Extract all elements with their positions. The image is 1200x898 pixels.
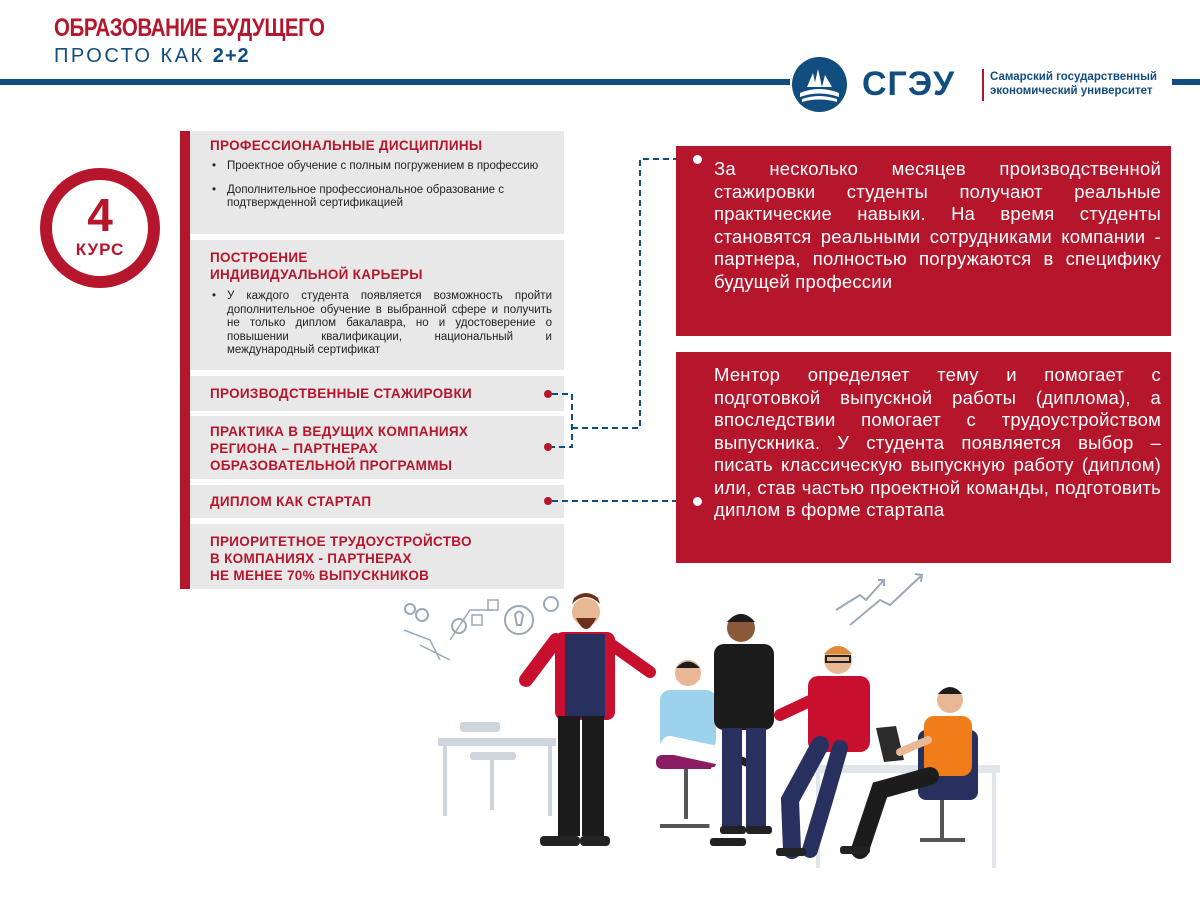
panel-title-line: НЕ МЕНЕЕ 70% ВЫПУСКНИКОВ [210, 568, 430, 583]
header-subtitle-prefix: ПРОСТО КАК [54, 45, 213, 67]
header-title: ОБРАЗОВАНИЕ БУДУЩЕГО [54, 14, 325, 42]
student-figure-2 [714, 614, 774, 834]
panel-title: ПРОФЕССИОНАЛЬНЫЕ ДИСЦИПЛИНЫ [210, 138, 483, 153]
panel-title: ДИПЛОМ КАК СТАРТАП [210, 494, 372, 509]
logo-name: СГЭУ [862, 65, 956, 103]
logo-description: Самарский государственный экономический университет [990, 71, 1157, 97]
panel-title-line: ИНДИВИДУАЛЬНОЙ КАРЬЕРЫ [210, 267, 423, 282]
gear-icon [405, 604, 428, 621]
course-number: 4 [87, 189, 113, 241]
list-item: • Проектное обучение с полным погружением в профессию [210, 160, 552, 174]
panel-title-line: В КОМПАНИЯХ - ПАРТНЕРАХ [210, 551, 412, 566]
student-figure-3 [776, 646, 870, 856]
panel-title-line: ОБРАЗОВАТЕЛЬНОЙ ПРОГРАММЫ [210, 458, 453, 473]
header-subtitle-formula: 2+2 [212, 45, 250, 67]
list-item: • У каждого студента появляется возможность пройти дополнительное обучение в выбранной сфере и получить не только диплом бакалавра, но и удостоверение о повышении квалификации, национальный и международный сертификат [210, 290, 552, 358]
lightbulb-icon [452, 597, 558, 634]
panel-title: ПРОИЗВОДСТВЕННЫЕ СТАЖИРОВКИ [210, 386, 473, 401]
panel-title-line: ПРАКТИКА В ВЕДУЩИХ КОМПАНИЯХ [210, 424, 469, 439]
mentor-info-text: Ментор определяет тему и помогает с подготовкой выпускной работы (диплома), а впоследствии помогает с трудоустройством выпускника. У студента появляется выбор – писать классическую выпускную работу (диплом) или, став частью проектной команды, подготовить диплом в форме стартапа [714, 364, 1161, 520]
growth-arrow-icon [836, 574, 922, 625]
list-item: • Дополнительное профессиональное образование с подтвержденной сертификацией [210, 184, 552, 211]
presenter-figure [526, 593, 650, 846]
panel-title-line: ПОСТРОЕНИЕ [210, 250, 308, 265]
panel-title-line: РЕГИОНА – ПАРТНЕРАХ [210, 441, 378, 456]
course-label: КУРС [75, 240, 125, 259]
internship-info-text: За несколько месяцев производственной стажировки студенты получают реальные практические навыки. На время студенты становятся реальными сотрудниками компании - партнера, полностью погружаются в специфику будущей профессии [714, 158, 1161, 292]
panel-title-line: ПРИОРИТЕТНОЕ ТРУДОУСТРОЙСТВО [210, 534, 472, 549]
